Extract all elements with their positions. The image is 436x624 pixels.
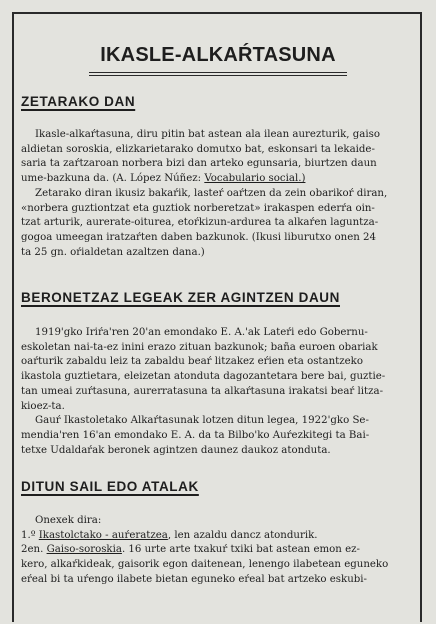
text-line: kero, alkaŕkideak, gaisorik egon daitenean, lenengo ilabetean eguneko — [21, 559, 389, 571]
text-line: tan umeai zuŕtasuna, aurerratasuna ta alkaŕtasuna irakatsi beaŕ litza- — [21, 385, 384, 397]
text-line: Ikasle-alkaŕtasuna, diru pitin bat astean ala ilean aurezturik, gaiso — [35, 129, 380, 140]
section-body-beronetzaz — [21, 326, 414, 458]
text-line: 1919'gko Iriŕa'ren 20'an emondako E. A.'ak Lateŕi edo Gobernu- — [35, 327, 368, 338]
text-line: tzat arturik, aurerate-oiturea, etoŕkizun-ardurea ta alkaŕen laguntza- — [21, 217, 379, 229]
text-line: Onexek dira: — [35, 515, 102, 526]
text-line: «norbera guztiontzat eta guztiok norberetzat» irakaspen ederŕa oin- — [21, 202, 375, 214]
list-item-term: Ikastolctako - auŕeratzea — [38, 529, 168, 541]
text-line: eskoletan nai-ta-ez inini erazo zituan bazkunok; baña euroen obariak — [21, 341, 378, 353]
text-line: eŕeal bi ta uŕengo ilabete bietan eguneko eŕeal bat artzeko eskubi- — [21, 573, 367, 585]
text-line: saria ta zaŕtzaroan norbera bizi dan arteko egunsaria, biurtzen daun — [21, 158, 377, 170]
section-heading-zetarako: ZETARAKO DAN — [21, 94, 136, 109]
text-line: kioez-ta. — [21, 400, 65, 412]
citation-link: Vocabulario social.) — [204, 173, 306, 185]
text-line: tetxe Udaldaŕak beronek agintzen daunez daukoz atonduta. — [21, 444, 331, 456]
text-line: Gauŕ Ikastoletako Alkaŕtasunak lotzen ditun legea, 1922'gko Se- — [35, 415, 369, 427]
list-item-term: Gaiso-soroskia — [46, 544, 122, 556]
section-body-zetarako — [21, 128, 414, 260]
page-title: IKASLE-ALKAŔTASUNA — [100, 44, 336, 66]
section-heading-beronetzaz: BERONETZAZ LEGEAK ZER AGINTZEN DAUN — [21, 290, 340, 305]
title-rule-top — [89, 72, 347, 73]
list-item: 1.º Ikastolctako - auŕeratzea, len azaldu dancz atondurik. — [21, 529, 318, 541]
text-line: ta 25 gn. oŕialdetan azaltzen dana.) — [21, 246, 205, 258]
text-line: mendia'ren 16'an emondako E. A. da ta Bilbo'ko Auŕezkitegi ta Bai- — [21, 429, 370, 441]
text-line: ume-bazkuna da. (A. López Núñez: Vocabulario social.) — [21, 173, 306, 185]
text-line: aldietan soroskia, elizkarietarako domutxo bat, eskonsari ta lekaide- — [21, 143, 375, 155]
text-line: oaŕturik zabaldu leiz ta zabaldu beaŕ litzakez eŕien eta ostantzeko — [21, 356, 363, 368]
title-rule-bottom — [89, 75, 347, 76]
text-line: Zetarako diran ikusiz bakaŕik, lasteŕ oaŕtzen da zein obarikoŕ diran, — [35, 187, 388, 199]
section-heading-ditun: DITUN SAIL EDO ATALAK — [21, 479, 199, 494]
text-line: ikastola guztietara, eleizetan atonduta dagozantetara bere bai, guztie- — [21, 371, 386, 383]
list-item: 2en. Gaiso-soroskia. 16 urte arte txakuŕ txiki bat astean emon ez- — [21, 544, 360, 556]
section-body-ditun — [21, 514, 414, 588]
text-line: gogoa umeegan iratzaŕten daben bazkunok. (Ikusi liburutxo onen 24 — [21, 231, 376, 243]
